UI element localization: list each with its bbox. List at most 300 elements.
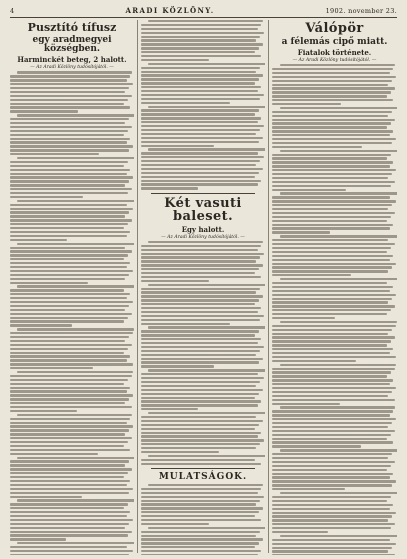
text-line: [148, 455, 265, 457]
text-line: [10, 340, 125, 342]
text-line: [10, 192, 128, 194]
text-line: [272, 301, 388, 303]
text-line: [141, 432, 261, 434]
text-line: [141, 47, 259, 49]
text-line: [141, 439, 264, 441]
text-line: [272, 84, 388, 86]
text-line: [10, 375, 132, 377]
text-line: [10, 130, 128, 132]
text-line: [272, 146, 362, 148]
text-line: [272, 356, 396, 358]
text-line: [141, 365, 214, 367]
text-line: [10, 247, 125, 249]
text-line: [148, 412, 265, 414]
text-line: [141, 385, 256, 387]
text-line: [272, 224, 393, 226]
text-line: [272, 348, 393, 350]
text-line: [141, 307, 261, 309]
text-line: [148, 326, 265, 328]
text-line: [10, 122, 125, 124]
text-line: [280, 364, 396, 366]
text-line: [280, 278, 398, 280]
text-line: [141, 113, 255, 115]
text-line: [10, 223, 128, 225]
text-line: [272, 410, 393, 412]
text-line: [141, 503, 256, 505]
text-line: [10, 460, 129, 462]
text-line: [141, 137, 263, 139]
article-byline: — Az Aradi Közlöny tudósítójától. —: [30, 65, 114, 71]
text-line: [141, 459, 255, 461]
text-line: [272, 422, 392, 424]
text-line: [272, 130, 393, 132]
text-line: [272, 103, 341, 105]
text-line: [10, 422, 127, 424]
text-line: [141, 32, 264, 34]
text-line: [148, 241, 262, 243]
text-line: [272, 122, 391, 124]
text-line: [272, 76, 396, 78]
text-line: [141, 121, 258, 123]
text-line: [272, 465, 391, 467]
text-line: [272, 212, 395, 214]
text-line: [272, 445, 361, 447]
text-line: [141, 334, 255, 336]
article-subhead: egy aradmegyei községben.: [32, 34, 112, 54]
text-line: [10, 239, 67, 241]
text-line: [10, 254, 128, 256]
text-line: [272, 430, 395, 432]
text-line: [10, 538, 66, 540]
text-line: [141, 377, 264, 379]
text-line: [272, 461, 395, 463]
text-line: [141, 59, 209, 61]
text-line: [10, 293, 130, 295]
text-line: [10, 332, 133, 334]
text-line: [141, 500, 260, 502]
text-line: [141, 350, 260, 352]
text-line: [272, 227, 390, 229]
text-line: [272, 220, 387, 222]
text-line: [141, 338, 261, 340]
article-byline: — Az Aradi Közlöny tudósítójától. —: [161, 234, 245, 240]
text-line: [10, 527, 125, 529]
text-line: [141, 94, 264, 96]
text-line: [272, 142, 392, 144]
text-line: [141, 519, 261, 521]
text-line: [10, 519, 133, 521]
text-line: [141, 67, 260, 69]
text-line: [141, 463, 261, 465]
text-line: [141, 554, 258, 555]
text-line: [141, 24, 261, 26]
text-line: [10, 515, 127, 517]
text-line: [141, 82, 255, 84]
text-line: [141, 86, 261, 88]
text-line: [272, 414, 390, 416]
text-line: [141, 531, 260, 533]
text-line: [272, 309, 391, 311]
text-line: [280, 192, 398, 194]
divider: [151, 468, 255, 469]
text-line: [272, 317, 335, 319]
text-line: [272, 500, 387, 502]
text-line: [10, 433, 125, 435]
column-3: [272, 20, 397, 555]
text-line: [272, 519, 388, 521]
text-line: [17, 457, 134, 459]
text-line: [141, 152, 258, 154]
text-line: [10, 161, 128, 163]
text-line: [17, 285, 134, 287]
text-line: [141, 299, 259, 301]
article-body: [272, 64, 397, 555]
text-line: [272, 426, 388, 428]
text-line: [148, 284, 265, 286]
text-line: [141, 172, 259, 174]
text-line: [10, 394, 133, 396]
text-line: [272, 154, 391, 156]
text-line: [10, 453, 98, 455]
text-line: [141, 381, 260, 383]
text-line: [272, 484, 392, 486]
text-line: [10, 379, 128, 381]
text-line: [10, 196, 83, 198]
text-line: [10, 344, 132, 346]
text-line: [141, 98, 260, 100]
text-line: [272, 527, 391, 529]
text-line: [141, 141, 259, 143]
text-line: [280, 321, 398, 323]
text-line: [272, 169, 396, 171]
text-line: [10, 387, 130, 389]
text-line: [10, 320, 124, 322]
text-line: [148, 527, 265, 529]
text-line: [272, 290, 390, 292]
text-line: [141, 90, 258, 92]
text-line: [141, 276, 261, 278]
text-line: [148, 106, 265, 108]
text-line: [10, 126, 132, 128]
text-line: [141, 538, 263, 540]
text-line: [141, 330, 259, 332]
text-line: [141, 373, 258, 375]
text-line: [141, 129, 260, 131]
text-line: [272, 488, 345, 490]
text-line: [141, 74, 263, 76]
text-line: [272, 298, 392, 300]
text-line: [10, 134, 124, 136]
text-line: [10, 106, 130, 108]
article-kicker: Fiatalok története.: [297, 48, 372, 58]
text-line: [17, 371, 132, 373]
text-line: [272, 111, 392, 113]
article-kicker: Harminckét beteg, 2 halott.: [17, 55, 127, 65]
text-line: [272, 543, 396, 545]
text-line: [141, 36, 260, 38]
text-line: [141, 256, 260, 258]
text-line: [272, 476, 390, 478]
text-line: [10, 180, 129, 182]
text-line: [272, 441, 393, 443]
column-rule: [137, 20, 138, 553]
text-line: [141, 288, 260, 290]
text-line: [141, 447, 256, 449]
text-line: [272, 181, 395, 183]
text-line: [141, 315, 264, 317]
text-line: [10, 441, 128, 443]
text-line: [141, 311, 258, 313]
text-line: [10, 235, 127, 237]
page-number: 4: [10, 6, 15, 15]
text-line: [272, 368, 395, 370]
text-line: [141, 264, 263, 266]
text-line: [280, 64, 395, 66]
text-line: [10, 464, 125, 466]
text-line: [141, 39, 256, 41]
text-line: [272, 387, 396, 389]
text-line: [272, 68, 393, 70]
text-line: [141, 156, 264, 158]
text-line: [10, 278, 125, 280]
text-line: [141, 515, 255, 517]
text-line: [141, 272, 255, 274]
article-headline: Pusztító tífusz: [27, 21, 117, 34]
text-line: [10, 95, 132, 97]
text-line: [10, 282, 88, 284]
text-line: [272, 161, 393, 163]
text-line: [272, 539, 390, 541]
text-line: [141, 346, 264, 348]
text-line: [272, 403, 340, 405]
text-line: [272, 418, 396, 420]
column-rule: [268, 20, 269, 553]
text-line: [17, 114, 134, 116]
text-line: [10, 359, 127, 361]
text-line: [141, 323, 230, 325]
text-line: [10, 492, 129, 494]
text-line: [17, 157, 134, 159]
text-line: [10, 184, 125, 186]
text-line: [272, 173, 392, 175]
text-line: [10, 550, 133, 552]
text-line: [272, 340, 391, 342]
text-line: [272, 547, 392, 549]
text-line: [272, 247, 391, 249]
text-line: [10, 554, 129, 555]
text-line: [141, 176, 255, 178]
text-line: [10, 503, 128, 505]
text-line: [272, 251, 387, 253]
text-line: [10, 410, 77, 412]
text-line: [272, 200, 396, 202]
text-line: [10, 484, 127, 486]
text-line: [10, 480, 130, 482]
text-line: [141, 268, 259, 270]
column-2: [141, 20, 265, 555]
text-line: [10, 176, 133, 178]
text-line: [10, 231, 130, 233]
text-line: [148, 484, 262, 486]
text-line: [272, 87, 395, 89]
text-line: [10, 437, 132, 439]
text-line: [272, 72, 390, 74]
text-line: [10, 305, 129, 307]
text-line: [272, 115, 388, 117]
text-line: [141, 550, 261, 552]
text-line: [10, 317, 128, 319]
text-line: [10, 274, 129, 276]
text-line: [10, 204, 127, 206]
text-line: [272, 496, 391, 498]
text-line: [10, 208, 133, 210]
article-headline: Két vasuti baleset.: [164, 195, 242, 225]
text-line: [141, 102, 230, 104]
text-line: [272, 126, 387, 128]
text-line: [272, 512, 396, 514]
text-line: [141, 435, 258, 437]
text-line: [10, 75, 130, 77]
text-line: [10, 449, 130, 451]
text-line: [272, 99, 393, 101]
text-line: [280, 449, 398, 451]
text-line: [272, 399, 395, 401]
text-line: [141, 535, 256, 537]
text-line: [272, 177, 388, 179]
text-line: [141, 492, 258, 494]
divider: [151, 193, 255, 194]
text-line: [272, 360, 356, 362]
text-line: [272, 157, 387, 159]
text-line: [272, 469, 387, 471]
text-line: [10, 402, 125, 404]
text-line: [141, 424, 259, 426]
article-subhead: a félemás cipő miatt.: [281, 36, 388, 47]
text-line: [272, 204, 392, 206]
text-line: [10, 425, 133, 427]
text-line: [10, 227, 124, 229]
text-line: [272, 185, 391, 187]
text-line: [10, 91, 125, 93]
text-line: [141, 133, 256, 135]
text-line: [280, 150, 398, 152]
text-line: [141, 164, 256, 166]
article-body: [10, 71, 134, 555]
text-line: [17, 542, 134, 544]
text-line: [141, 342, 258, 344]
text-line: [272, 329, 392, 331]
text-line: [17, 200, 134, 202]
text-line: [141, 43, 263, 45]
text-line: [272, 336, 395, 338]
text-line: [141, 443, 260, 445]
text-line: [272, 259, 390, 261]
text-line: [280, 107, 398, 109]
text-line: [10, 145, 133, 147]
text-line: [272, 294, 396, 296]
text-line: [141, 117, 261, 119]
text-line: [10, 534, 128, 536]
text-line: [272, 379, 393, 381]
article-body: [141, 20, 265, 190]
text-line: [272, 286, 393, 288]
text-line: [272, 80, 392, 82]
text-line: [10, 367, 93, 369]
text-line: [272, 325, 396, 327]
text-line: [141, 145, 214, 147]
text-line: [141, 160, 260, 162]
text-line: [141, 400, 261, 402]
text-line: [272, 457, 388, 459]
text-line: [141, 291, 256, 293]
text-line: [10, 348, 128, 350]
text-line: [10, 468, 132, 470]
text-line: [10, 215, 125, 217]
text-line: [10, 496, 82, 498]
text-line: [10, 383, 124, 385]
text-line: [10, 297, 127, 299]
text-line: [10, 83, 133, 85]
text-line: [141, 51, 255, 53]
paper-title: ARADI KÖZLÖNY.: [125, 6, 215, 15]
text-line: [272, 255, 393, 257]
text-line: [141, 361, 259, 363]
text-line: [141, 404, 258, 406]
text-line: [10, 79, 127, 81]
text-line: [272, 282, 387, 284]
text-line: [17, 499, 134, 501]
text-line: [10, 103, 124, 105]
column-1: [10, 20, 134, 555]
text-line: [280, 406, 395, 408]
text-line: [272, 119, 395, 121]
text-line: [141, 125, 264, 127]
text-line: [10, 398, 129, 400]
text-line: [17, 243, 134, 245]
issue-date: 1902. november 23.: [325, 6, 397, 15]
text-line: [272, 383, 390, 385]
text-line: [141, 295, 263, 297]
article-body: [141, 484, 265, 555]
text-line: [272, 434, 391, 436]
text-line: [10, 301, 133, 303]
text-line: [10, 418, 130, 420]
text-line: [141, 511, 259, 513]
text-line: [10, 250, 132, 252]
text-line: [141, 303, 255, 305]
text-line: [10, 169, 130, 171]
text-line: [10, 149, 129, 151]
text-line: [141, 420, 263, 422]
text-line: [141, 507, 263, 509]
text-line: [141, 496, 264, 498]
text-line: [141, 428, 255, 430]
text-line: [148, 63, 265, 65]
text-line: [17, 328, 134, 330]
text-line: [10, 336, 129, 338]
text-line: [17, 71, 131, 73]
article-subhead: Egy halott.: [181, 224, 225, 234]
text-line: [280, 535, 398, 537]
text-line: [141, 55, 261, 57]
text-line: [141, 542, 259, 544]
text-line: [141, 183, 258, 185]
text-line: [10, 355, 130, 357]
text-line: [280, 235, 398, 237]
text-line: [141, 109, 259, 111]
text-line: [141, 71, 256, 73]
text-line: [272, 270, 388, 272]
